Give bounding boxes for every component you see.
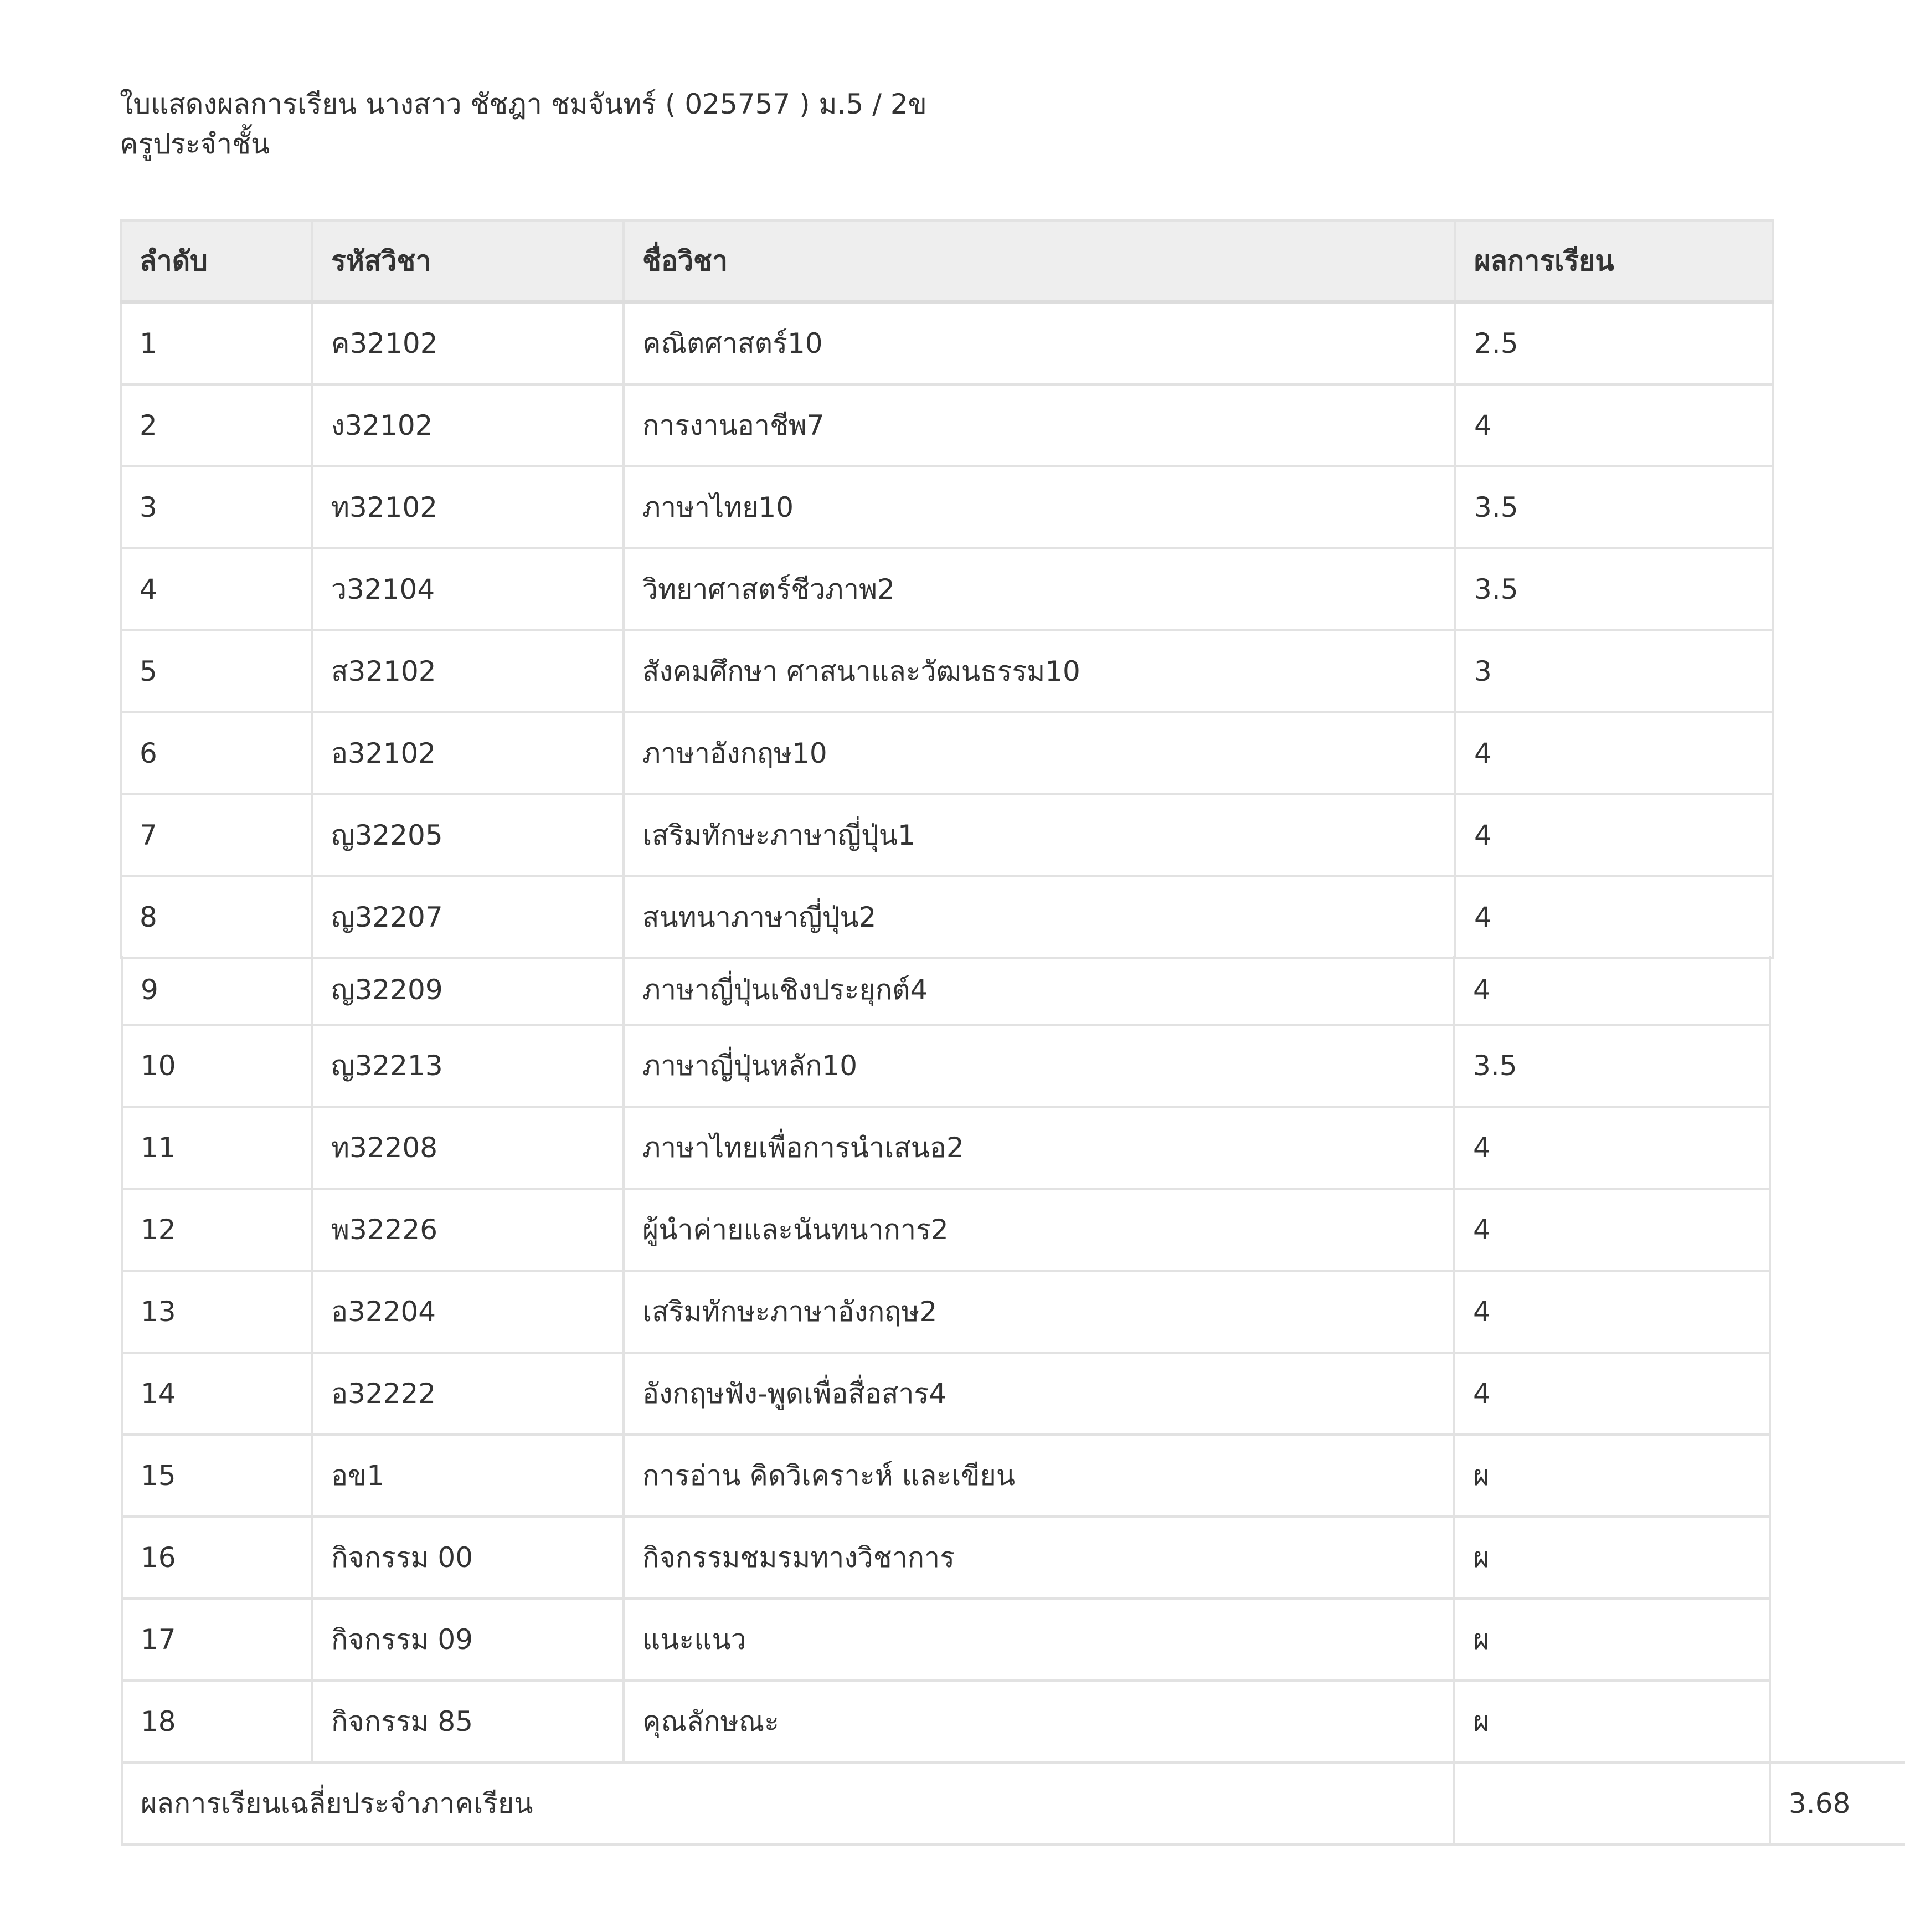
table-row <box>122 1025 1905 1107</box>
homeroom-teacher-label: ครูประจำชั้น <box>120 128 270 160</box>
cell-grade: 4 <box>1455 876 1773 958</box>
cell-code: อข1 <box>312 1435 624 1517</box>
cell-subject: คุณลักษณะ <box>624 1681 1454 1763</box>
table-header-row <box>121 220 1773 302</box>
cell-code: ท32208 <box>312 1107 624 1189</box>
cell-grade: 3.5 <box>1455 548 1773 630</box>
cell-code: ญ32209 <box>312 956 624 1025</box>
cell-order: 2 <box>121 384 312 466</box>
cell-subject: ผู้นำค่ายและนันทนาการ2 <box>624 1189 1454 1271</box>
cell-subject: อังกฤษฟัง-พูดเพื่อสื่อสาร4 <box>624 1353 1454 1435</box>
cell-subject: สังคมศึกษา ศาสนาและวัฒนธรรม10 <box>624 630 1455 712</box>
cell-code: อ32222 <box>312 1353 624 1435</box>
table-row <box>122 1435 1905 1517</box>
cell-subject: คณิตศาสตร์10 <box>624 302 1455 384</box>
row-spacer <box>1770 1025 1905 1107</box>
row-spacer <box>1770 1189 1905 1271</box>
cell-code: ค32102 <box>312 302 624 384</box>
row-spacer <box>1770 956 1905 1025</box>
cell-order: 16 <box>122 1517 312 1599</box>
column-header-code: รหัสวิชา <box>312 220 624 302</box>
cell-subject: ภาษาไทยเพื่อการนำเสนอ2 <box>624 1107 1454 1189</box>
cell-code: อ32204 <box>312 1271 624 1353</box>
grades-table-top <box>120 219 1774 959</box>
summary-row <box>122 1763 1905 1844</box>
table-row <box>121 384 1773 466</box>
cell-grade: 4 <box>1454 956 1770 1025</box>
cell-code: กิจกรรม 00 <box>312 1517 624 1599</box>
gpa-value: 3.68 <box>1770 1763 1905 1844</box>
cell-code: พ32226 <box>312 1189 624 1271</box>
cell-grade: 3.5 <box>1454 1025 1770 1107</box>
cell-code: ญ32205 <box>312 794 624 876</box>
cell-grade: ผ <box>1454 1681 1770 1763</box>
table-row <box>121 794 1773 876</box>
table-row <box>121 302 1773 384</box>
cell-code: ญ32207 <box>312 876 624 958</box>
table-row <box>122 956 1905 1025</box>
cell-grade: ผ <box>1454 1517 1770 1599</box>
cell-order: 12 <box>122 1189 312 1271</box>
cell-order: 7 <box>121 794 312 876</box>
cell-order: 14 <box>122 1353 312 1435</box>
cell-grade: 4 <box>1454 1107 1770 1189</box>
row-spacer <box>1770 1517 1905 1599</box>
cell-grade: 2.5 <box>1455 302 1773 384</box>
cell-subject: เสริมทักษะภาษาอังกฤษ2 <box>624 1271 1454 1353</box>
table-row <box>122 1681 1905 1763</box>
cell-code: อ32102 <box>312 712 624 794</box>
cell-subject: ภาษาญี่ปุ่นหลัก10 <box>624 1025 1454 1107</box>
cell-subject: วิทยาศาสตร์ชีวภาพ2 <box>624 548 1455 630</box>
cell-code: ว32104 <box>312 548 624 630</box>
row-spacer <box>1770 1435 1905 1517</box>
row-spacer <box>1770 1681 1905 1763</box>
cell-order: 3 <box>121 466 312 548</box>
cell-subject: สนทนาภาษาญี่ปุ่น2 <box>624 876 1455 958</box>
cell-order: 8 <box>121 876 312 958</box>
cell-order: 5 <box>121 630 312 712</box>
cell-subject: ภาษาอังกฤษ10 <box>624 712 1455 794</box>
table-row <box>121 466 1773 548</box>
cell-order: 11 <box>122 1107 312 1189</box>
cell-grade: 4 <box>1454 1353 1770 1435</box>
cell-code: กิจกรรม 85 <box>312 1681 624 1763</box>
gpa-label: ผลการเรียนเฉลี่ยประจำภาคเรียน <box>122 1763 1454 1844</box>
table-row <box>122 1271 1905 1353</box>
cell-grade: 4 <box>1454 1189 1770 1271</box>
cell-order: 18 <box>122 1681 312 1763</box>
cell-order: 13 <box>122 1271 312 1353</box>
column-header-subject: ชื่อวิชา <box>624 220 1455 302</box>
table-row <box>122 1517 1905 1599</box>
cell-grade: 4 <box>1454 1271 1770 1353</box>
cell-order: 6 <box>121 712 312 794</box>
cell-grade: ผ <box>1454 1435 1770 1517</box>
cell-grade: 4 <box>1455 384 1773 466</box>
cell-subject: ภาษาญี่ปุ่นเชิงประยุกต์4 <box>624 956 1454 1025</box>
cell-subject: แนะแนว <box>624 1599 1454 1681</box>
column-header-order: ลำดับ <box>121 220 312 302</box>
cell-subject: เสริมทักษะภาษาญี่ปุ่น1 <box>624 794 1455 876</box>
report-title: ใบแสดงผลการเรียน นางสาว ชัชฎา ชมจันทร์ ( 025757 ) ม.5 / 2ข <box>120 88 927 120</box>
cell-grade: 4 <box>1455 794 1773 876</box>
cell-subject: กิจกรรมชมรมทางวิชาการ <box>624 1517 1454 1599</box>
cell-order: 9 <box>122 956 312 1025</box>
cell-subject: การงานอาชีพ7 <box>624 384 1455 466</box>
table-row <box>122 1599 1905 1681</box>
cell-order: 17 <box>122 1599 312 1681</box>
row-spacer <box>1770 1599 1905 1681</box>
gpa-empty-cell <box>1454 1763 1770 1844</box>
cell-order: 15 <box>122 1435 312 1517</box>
table-row <box>121 876 1773 958</box>
cell-code: ง32102 <box>312 384 624 466</box>
cell-order: 10 <box>122 1025 312 1107</box>
table-row <box>121 630 1773 712</box>
table-row <box>122 1189 1905 1271</box>
row-spacer <box>1770 1107 1905 1189</box>
cell-subject: การอ่าน คิดวิเคราะห์ และเขียน <box>624 1435 1454 1517</box>
cell-grade: 3.5 <box>1455 466 1773 548</box>
table-row <box>121 548 1773 630</box>
report-header <box>120 84 927 164</box>
cell-grade: 4 <box>1455 712 1773 794</box>
table-row <box>121 712 1773 794</box>
row-spacer <box>1770 1353 1905 1435</box>
cell-grade: ผ <box>1454 1599 1770 1681</box>
table-row <box>122 1353 1905 1435</box>
cell-grade: 3 <box>1455 630 1773 712</box>
cell-code: ส32102 <box>312 630 624 712</box>
table-row <box>122 1107 1905 1189</box>
cell-code: ท32102 <box>312 466 624 548</box>
cell-code: กิจกรรม 09 <box>312 1599 624 1681</box>
cell-subject: ภาษาไทย10 <box>624 466 1455 548</box>
grades-table-bottom <box>121 956 1905 1846</box>
cell-order: 1 <box>121 302 312 384</box>
row-spacer <box>1770 1271 1905 1353</box>
cell-order: 4 <box>121 548 312 630</box>
column-header-grade: ผลการเรียน <box>1455 220 1773 302</box>
cell-code: ญ32213 <box>312 1025 624 1107</box>
